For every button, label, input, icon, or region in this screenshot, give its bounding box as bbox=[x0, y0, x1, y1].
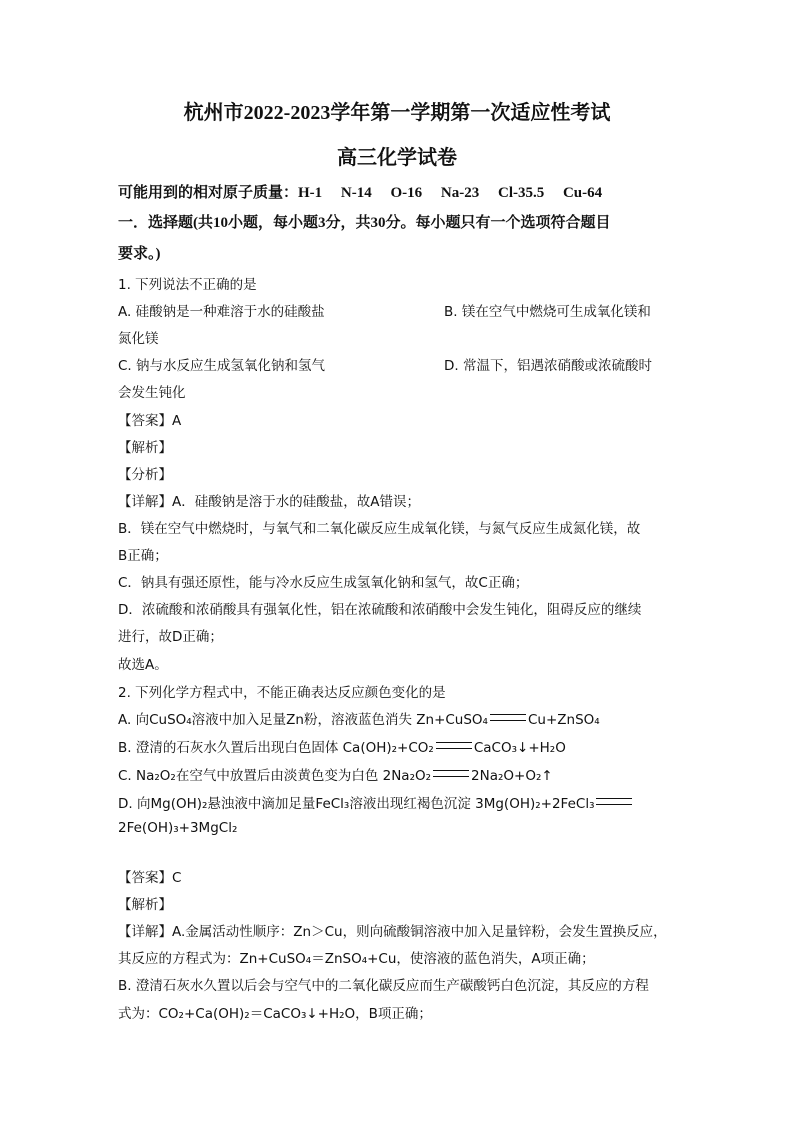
q1-option-c: C. 钠与水反应生成氢氧化钠和氢气 bbox=[118, 358, 326, 374]
q1-detail-line-6: 进行，故D正确； bbox=[118, 629, 223, 645]
q2-option-a-text: A. 向CuSO₄溶液中加入足量Zn粉，溶液蓝色消失 Zn+CuSO₄ bbox=[118, 712, 488, 728]
section-header-line-2: 要求。) bbox=[118, 246, 161, 262]
detail-tag: 【详解】 bbox=[118, 924, 172, 940]
equals-sign bbox=[490, 714, 526, 721]
q2-option-c-text: C. Na₂O₂在空气中放置后由淡黄色变为白色 2Na₂O₂ bbox=[118, 768, 432, 784]
q2-detail-line-1 bbox=[118, 920, 667, 940]
equals-sign bbox=[596, 798, 632, 805]
q2-option-b-text: B. 澄清的石灰水久置后出现白色固体 Ca(OH)₂+CO₂ bbox=[118, 740, 434, 756]
q2-answer-line bbox=[118, 866, 181, 886]
q1-option-a: A. 硅酸钠是一种难溶于水的硅酸盐 bbox=[118, 304, 325, 320]
q2-jiexi-tag: 【解析】 bbox=[118, 897, 172, 913]
q2-option-a bbox=[118, 708, 600, 728]
answer-tag: 【答案】 bbox=[118, 870, 172, 886]
q1-option-b-cont: 氮化镁 bbox=[118, 331, 159, 347]
q1-detail-text-1: A．硅酸钠是溶于水的硅酸盐，故A错误； bbox=[172, 494, 420, 510]
q2-detail-line-3: B. 澄清石灰水久置以后会与空气中的二氧化碳反应而生产碳酸钙白色沉淀，其反应的方程 bbox=[118, 978, 649, 994]
q2-option-d-text: D. 向Mg(OH)₂悬浊液中滴加足量FeCl₃溶液出现红褐色沉淀 3Mg(OH)₂+2FeCl₃ bbox=[118, 796, 595, 812]
q1-option-d-cont: 会发生钝化 bbox=[118, 385, 186, 401]
equals-sign bbox=[436, 742, 472, 749]
q2-option-d-cont: 2Fe(OH)₃+3MgCl₂ bbox=[118, 820, 238, 836]
q1-detail-line-1 bbox=[118, 490, 420, 510]
q1-conclusion: 故选A。 bbox=[118, 657, 168, 673]
atomic-masses-line: 可能用到的相对原子质量：H-1 N-14 O-16 Na-23 Cl-35.5 Cu-64 bbox=[118, 185, 603, 201]
q2-detail-line-2: 其反应的方程式为：Zn+CuSO₄＝ZnSO₄+Cu，使溶液的蓝色消失，A项正确； bbox=[118, 951, 595, 967]
q2-detail-line-4: 式为：CO₂+Ca(OH)₂＝CaCO₃↓+H₂O，B项正确； bbox=[118, 1006, 432, 1022]
q2-option-d bbox=[118, 792, 634, 812]
q1-stem: 1. 下列说法不正确的是 bbox=[118, 277, 257, 293]
q1-detail-line-5: D．浓硫酸和浓硝酸具有强氧化性，铝在浓硫酸和浓硝酸中会发生钝化，阻碍反应的继续 bbox=[118, 602, 642, 618]
detail-tag: 【详解】 bbox=[118, 494, 172, 510]
q1-fenxi-tag: 【分析】 bbox=[118, 467, 172, 483]
q2-detail-text-1: A.金属活动性顺序：Zn＞Cu，则向硫酸铜溶液中加入足量锌粉，会发生置换反应， bbox=[172, 924, 667, 940]
section-header-line-1: 一．选择题(共10小题，每小题3分，共30分。每小题只有一个选项符合题目 bbox=[118, 215, 611, 231]
q2-option-c bbox=[118, 764, 553, 784]
q1-detail-line-4: C．钠具有强还原性，能与冷水反应生成氢氧化钠和氢气，故C正确； bbox=[118, 575, 529, 591]
q2-option-a-products: Cu+ZnSO₄ bbox=[527, 712, 600, 728]
q2-option-b bbox=[118, 736, 566, 756]
exam-subtitle: 高三化学试卷 bbox=[337, 147, 457, 169]
q2-answer-value: C bbox=[172, 870, 182, 886]
q2-option-b-products: CaCO₃↓+H₂O bbox=[473, 740, 566, 756]
q1-detail-line-3: B正确； bbox=[118, 548, 168, 564]
q1-detail-line-2: B．镁在空气中燃烧时，与氧气和二氧化碳反应生成氧化镁，与氮气反应生成氮化镁，故 bbox=[118, 521, 641, 537]
answer-tag: 【答案】 bbox=[118, 413, 172, 429]
q2-option-c-products: 2Na₂O+O₂↑ bbox=[471, 768, 553, 784]
q1-option-d: D. 常温下，铝遇浓硝酸或浓硫酸时 bbox=[444, 358, 652, 374]
q2-stem: 2. 下列化学方程式中，不能正确表达反应颜色变化的是 bbox=[118, 685, 446, 701]
q1-answer-line bbox=[118, 409, 181, 429]
q1-answer-value: A bbox=[172, 413, 182, 429]
equals-sign bbox=[433, 770, 469, 777]
q1-jiexi-tag: 【解析】 bbox=[118, 440, 172, 456]
exam-title: 杭州市2022-2023学年第一学期第一次适应性考试 bbox=[183, 102, 611, 124]
q1-option-b: B. 镁在空气中燃烧可生成氧化镁和 bbox=[444, 304, 651, 320]
